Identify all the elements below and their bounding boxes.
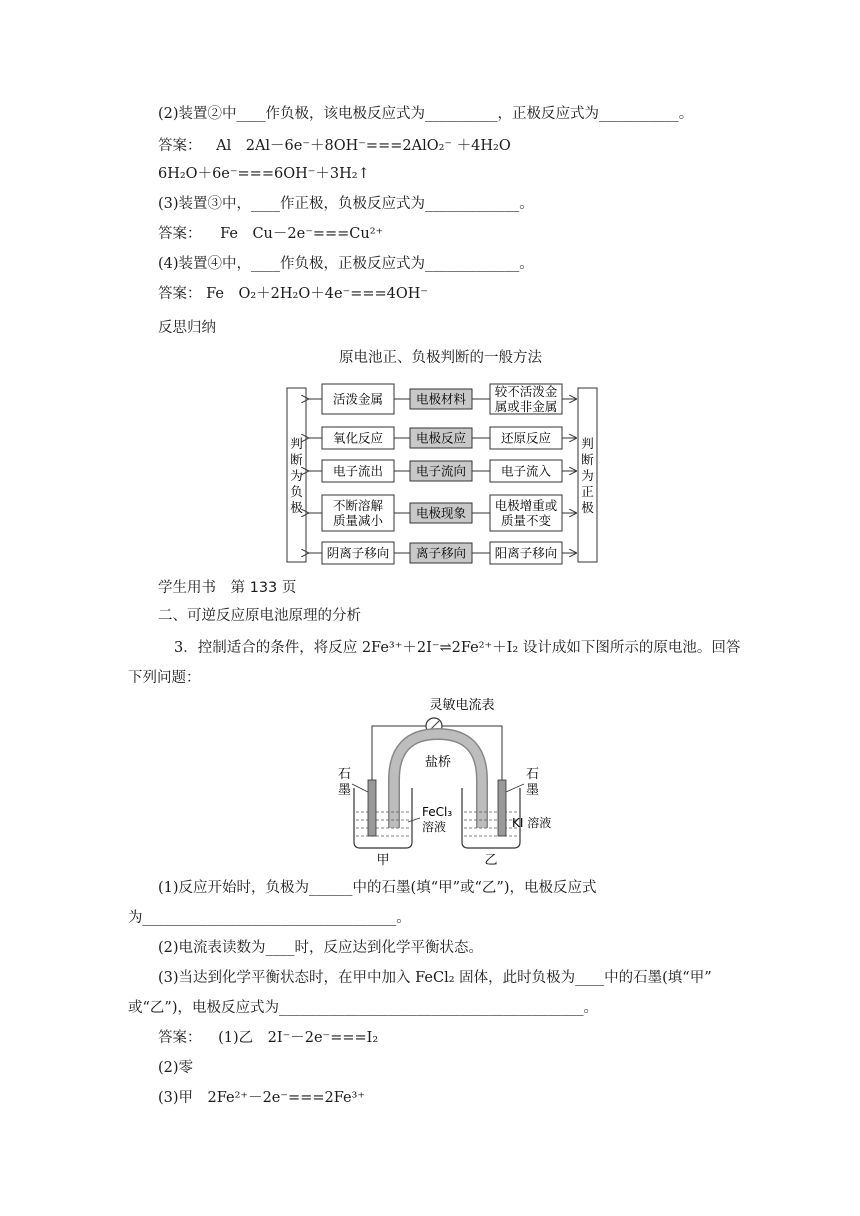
galvanic-cell-apparatus bbox=[330, 692, 560, 867]
judgment-row bbox=[308, 384, 576, 414]
meter-label: 灵敏电流表 bbox=[429, 698, 495, 713]
sub3-question-cont: 或“乙”)，电极反应式为__________________________________________。 bbox=[128, 1000, 598, 1016]
answer-label: 答案： bbox=[158, 1030, 202, 1046]
q2-answer-line1: Al 2Al－6e⁻＋8OH⁻===2AlO₂⁻ ＋4H₂O bbox=[216, 138, 511, 154]
salt-bridge-label: 盐桥 bbox=[424, 755, 452, 770]
section-title: 二、可逆反应原电池原理的分析 bbox=[158, 608, 361, 624]
answer-label: 答案： bbox=[158, 138, 202, 154]
svg-text:正: 正 bbox=[581, 484, 594, 499]
answer-label: 答案： bbox=[158, 226, 202, 242]
positive-criterion: 较不活泼金属或非金属 bbox=[494, 384, 558, 414]
judgment-row bbox=[308, 542, 576, 564]
svg-text:为: 为 bbox=[290, 468, 303, 483]
criterion-category: 离子移向 bbox=[415, 545, 467, 561]
q2-answer bbox=[158, 136, 511, 156]
svg-text:极: 极 bbox=[290, 500, 303, 515]
svg-text:判: 判 bbox=[290, 436, 303, 451]
problem3-answer2: (2)零 bbox=[158, 1060, 194, 1076]
q3-answer-text: Fe Cu－2e⁻===Cu²⁺ bbox=[220, 226, 384, 242]
svg-text:极: 极 bbox=[581, 500, 594, 515]
q2-question: (2)装置②中____作负极，该电极反应式为__________，正极反应式为___________。 bbox=[158, 106, 694, 122]
right-electrode-label: 石墨 bbox=[526, 767, 540, 798]
criterion-category: 电极反应 bbox=[415, 430, 467, 446]
judgment-row bbox=[308, 460, 576, 482]
negative-criterion: 不断溶解质量减小 bbox=[332, 498, 384, 528]
negative-judgment-label bbox=[290, 436, 303, 515]
q4-answer-text: Fe O₂＋2H₂O＋4e⁻===4OH⁻ bbox=[206, 286, 429, 302]
graphite-electrode-right bbox=[498, 780, 506, 836]
problem3-stem: 3．控制适合的条件，将反应 2Fe³⁺＋2I⁻⇌2Fe²⁺＋I₂ 设计成如下图所示的原电池。回答 bbox=[174, 640, 741, 656]
problem3-answer3: (3)甲 2Fe²⁺－2e⁻===2Fe³⁺ bbox=[158, 1090, 366, 1106]
sub2-question: (2)电流表读数为____时，反应达到化学平衡状态。 bbox=[158, 940, 484, 956]
diagram-title: 原电池正、负极判断的一般方法 bbox=[339, 350, 542, 366]
positive-judgment-label bbox=[581, 436, 594, 515]
right-solution-label: KI 溶液 bbox=[512, 816, 552, 830]
beaker-right-label: 乙 bbox=[484, 853, 498, 867]
svg-text:为: 为 bbox=[581, 468, 594, 483]
problem3-answer bbox=[158, 1028, 378, 1048]
negative-criterion: 阴离子移向 bbox=[326, 545, 390, 561]
svg-text:判: 判 bbox=[581, 436, 594, 451]
left-electrode-label: 石墨 bbox=[338, 767, 352, 798]
sub3-question: (3)当达到化学平衡状态时，在甲中加入 FeCl₂ 固体，此时负极为____中的石墨(填“甲” bbox=[158, 970, 712, 986]
beaker-left bbox=[354, 788, 412, 848]
positive-criterion: 阳离子移向 bbox=[494, 545, 558, 561]
judgment-row bbox=[308, 495, 576, 531]
q3-question: (3)装置③中，____作正极，负极反应式为_____________。 bbox=[158, 196, 534, 212]
graphite-electrode-left bbox=[368, 780, 376, 836]
left-solution-label: FeCl₃ 溶液 bbox=[422, 805, 453, 834]
negative-criterion: 活泼金属 bbox=[332, 391, 384, 407]
criterion-category: 电极材料 bbox=[415, 391, 467, 407]
q3-answer bbox=[158, 224, 383, 244]
beaker-left-label: 甲 bbox=[376, 853, 390, 867]
reflection-heading: 反思归纳 bbox=[158, 320, 216, 336]
negative-criterion: 氧化反应 bbox=[332, 430, 384, 446]
positive-criterion: 电极增重或质量不变 bbox=[494, 498, 558, 528]
sub1-question-cont: 为___________________________________。 bbox=[128, 910, 411, 926]
criterion-category: 电子流向 bbox=[415, 463, 467, 479]
q4-answer bbox=[158, 284, 428, 304]
sub1-question: (1)反应开始时，负极为______中的石墨(填“甲”或“乙”)，电极反应式 bbox=[158, 880, 597, 896]
answer-label: 答案： bbox=[158, 286, 202, 302]
svg-text:断: 断 bbox=[581, 452, 594, 467]
q4-question: (4)装置④中，____作负极，正极反应式为_____________。 bbox=[158, 256, 534, 272]
page-reference: 学生用书 第 133 页 bbox=[158, 580, 297, 596]
criterion-category: 电极现象 bbox=[415, 505, 467, 521]
judgment-row bbox=[308, 427, 576, 449]
q2-answer-line2: 6H₂O＋6e⁻===6OH⁻＋3H₂↑ bbox=[158, 166, 370, 182]
problem3-answer1: (1)乙 2I⁻－2e⁻===I₂ bbox=[218, 1030, 379, 1046]
positive-criterion: 还原反应 bbox=[500, 430, 552, 446]
negative-criterion: 电子流出 bbox=[332, 463, 384, 479]
problem3-stem-cont: 下列问题： bbox=[128, 670, 201, 686]
positive-criterion: 电子流入 bbox=[500, 463, 552, 479]
electrode-judgment-diagram bbox=[282, 382, 602, 568]
svg-text:负: 负 bbox=[290, 484, 303, 499]
svg-text:断: 断 bbox=[290, 452, 303, 467]
